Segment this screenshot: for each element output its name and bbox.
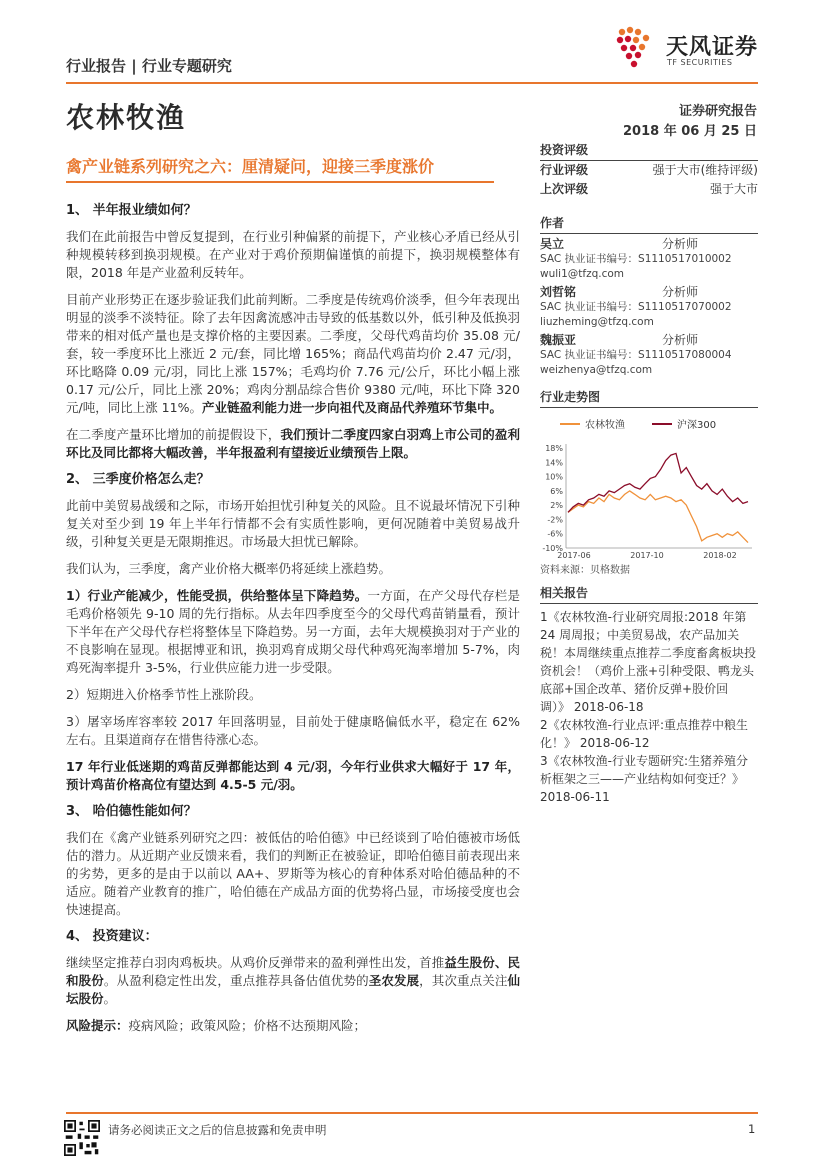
authors-block: [540, 214, 758, 378]
section-1-paragraph-1: 我们在此前报告中曾反复提到，在行业引种偏紧的前提下，产业核心矛盾已经从引种规模转移到换羽规模。在产业对于鸡价预期偏谨慎的前提下，换羽规模整体有限，2018 年是产业盈利反转年。: [66, 229, 520, 280]
risk-label: 风险提示：: [66, 1018, 129, 1033]
section-4-paragraph-1: [66, 954, 520, 1008]
prev-rating-row: [540, 180, 758, 199]
trend-chart: [540, 408, 758, 558]
related-report-2[interactable]: 2《农林牧渔-行业点评:重点推荐中粮生化！》 2018-06-12: [540, 718, 749, 750]
y-tick-label: 6%: [550, 486, 563, 496]
sector-title: 农林牧渔: [66, 101, 187, 134]
page-number: 1: [748, 1122, 756, 1136]
y-tick-label: 14%: [545, 458, 563, 468]
related-report-1[interactable]: 1《农林牧渔-行业研究周报:2018 年第 24 周周报；中美贸易战，农产品加关税！本周继续重点推荐二季度畜禽板块投资机会！（鸡价上涨+引种受限、鸭龙头底部+国企改革、猪价反弹+股价回调）》 2018-06-18: [540, 610, 757, 714]
analyst-name: 吴立: [540, 237, 565, 251]
chart-source: 资料来源：贝格数据: [540, 565, 630, 576]
section-2-paragraph-3-bold: 1）行业产能减少，性能受损，供给整体呈下降趋势。: [66, 588, 368, 603]
analyst-sac: SAC 执业证书编号：S1110517080004: [540, 349, 732, 361]
main-content: [66, 200, 520, 1044]
report-date: 2018 年 06 月 25 日: [623, 124, 757, 139]
rec-text-c: 。从盈利稳定性出发，重点推荐具备估值优势的: [103, 973, 369, 988]
related-report-3[interactable]: 3《农林牧渔-行业专题研究:生猪养殖分析框架之三——产业结构如何变迁？》 2018-06-11: [540, 754, 749, 804]
logo-english-name: TF SECURITIES: [667, 58, 733, 67]
x-tick-label: 2017-06: [557, 551, 591, 558]
y-tick-label: -6%: [547, 529, 563, 539]
rec-stock-1: 益生股份、民和股份: [66, 955, 520, 988]
y-tick-label: -10%: [542, 544, 563, 553]
y-tick-label: -2%: [547, 515, 563, 525]
related-reports-block: [540, 584, 758, 806]
industry-rating-label: 行业评级: [540, 163, 589, 177]
rec-stock-2: 圣农发展: [368, 973, 420, 988]
section-3-paragraph-1: 我们在《禽产业链系列研究之四：被低估的哈伯德》中已经谈到了哈伯德被市场低估的潜力。从近期产业反馈来看，我们的判断正在被验证，即哈伯德目前表现出来的劣势，更多的是由于以前以 AA+、罗斯等为核心的育种体系对哈伯德品种的不适应。随着产业教育的推广，哈伯德在产成品方面的优势将凸显，市场接受度也会快速提高。: [66, 830, 520, 917]
prev-rating-label: 上次评级: [540, 182, 589, 196]
section-2-paragraph-1: 此前中美贸易战缓和之际，市场开始担忧引种复关的风险。且不说最坏情况下引种复关对至少到 19 年上半年行情都不会有实质性影响，更何况随着中美贸易战升级，引种复关更是无限期推迟。市场最大担忧已解除。: [66, 498, 520, 549]
section-2-paragraph-4: 2）短期进入价格季节性上涨阶段。: [66, 687, 262, 702]
report-title: 禽产业链系列研究之六：厘清疑问，迎接三季度涨价: [66, 157, 435, 176]
x-tick-label: 2018-02: [703, 551, 737, 558]
risk-text: 疫病风险；政策风险；价格不达预期风险；: [128, 1018, 367, 1033]
section-2-paragraph-2: 我们认为，三季度，禽产业价格大概率仍将延续上涨趋势。: [66, 561, 392, 576]
section-2-paragraph-5: 3）屠宰场库容率较 2017 年回落明显，目前处于健康略偏低水平，稳定在 62%左右。且渠道商存在惜售待涨心态。: [66, 714, 520, 747]
y-tick-label: 2%: [550, 501, 563, 511]
section-1-paragraph-2-bold: 产业链盈利能力进一步向祖代及商品代养殖环节集中。: [201, 400, 502, 415]
related-list: [540, 608, 758, 806]
y-tick-label: 18%: [545, 444, 563, 453]
analyst-3: [540, 333, 758, 378]
analyst-2: [540, 285, 758, 330]
legend-label-0: 农林牧渔: [585, 420, 625, 431]
industry-rating-row: [540, 161, 758, 180]
footer-divider: [66, 1112, 758, 1114]
section-1-paragraph-2-text: 目前产业形势正在逐步验证我们此前判断。二季度是传统鸡价淡季，但今年表现出明显的淡季不淡特征。除了去年因禽流感冲击导致的低基数以外，低引种及低换羽带来的相对低产量也是支撑价格的主要因素。二季度，父母代鸡苗均价 35.08 元/套，较一季度环比上涨近 2 元/套，同比增 165%；商品代鸡苗均价 2.47 元/羽，环比略降 0.09 元/羽，同比上涨 157%；毛鸡均价 7.76 元/公斤，环比小幅上涨 0.17 元/公斤，同比上涨 20%；鸡肉分割品综合售价 9380 元/吨，环比下降 320 元/吨，同比上涨 11%。: [66, 292, 520, 415]
authors-heading: 作者: [540, 214, 758, 234]
series-line-1: [568, 453, 748, 512]
disclaimer-notice: 请务必阅读正文之后的信息披露和免责申明: [108, 1123, 327, 1137]
legend-label-1: 沪深300: [677, 420, 717, 431]
rating-heading: 投资评级: [540, 141, 758, 161]
section-1-paragraph-3: [66, 426, 520, 462]
rec-text-g: 。: [103, 991, 117, 1006]
x-tick-label: 2017-10: [630, 551, 664, 558]
rating-block: [540, 141, 758, 199]
analyst-sac: SAC 执业证书编号：S1110517070002: [540, 301, 732, 313]
analyst-email[interactable]: liuzheming@tfzq.com: [540, 316, 654, 328]
analyst-role: 分析师: [661, 333, 698, 347]
prev-rating-value: 强于大市: [709, 182, 758, 196]
section-1-paragraph-3-bold: 我们预计二季度四家白羽鸡上市公司的盈利环比及同比都将大幅改善，半年报盈利有望接近业绩预告上限。: [66, 427, 520, 460]
rec-stock-3: 仙坛股份: [66, 973, 520, 1006]
section-3-heading: 3、 哈伯德性能如何？: [66, 804, 197, 819]
rec-text-a: 继续坚定推荐白羽肉鸡板块。从鸡价反弹带来的盈利弹性出发，首推: [66, 955, 445, 970]
series-line-0: [568, 491, 748, 543]
analyst-role: 分析师: [661, 285, 698, 299]
analyst-role: 分析师: [661, 237, 698, 251]
section-2-paragraph-6: 17 年行业低迷期的鸡苗反弹都能达到 4 元/羽，今年行业供求大幅好于 17 年，预计鸡苗价格高位有望达到 4.5-5 元/羽。: [66, 759, 520, 792]
analyst-1: [540, 237, 758, 282]
section-2-paragraph-3: [66, 587, 520, 677]
section-2-paragraph-3-text: 一方面，在产父母代存栏是毛鸡价格领先 9-10 周的先行指标。从去年四季度至今的父母代鸡苗销量看，预计下半年在产父母代存栏将整体呈下降趋势。另一方面，去年大规模换羽对于产业的不良影响在显现。根据博亚和讯，换羽鸡育成期父母代种鸡死淘率增加 5-7%，肉鸡死淘率提升 3-5%，行业供应能力进一步受限。: [66, 588, 520, 675]
qr-code-icon: [64, 1120, 100, 1156]
related-heading: 相关报告: [540, 584, 758, 604]
analyst-email[interactable]: wuli1@tfzq.com: [540, 268, 625, 280]
section-1-paragraph-3-lead: 在二季度产量环比增加的前提假设下，: [66, 427, 281, 442]
section-2-heading: 2、 三季度价格怎么走？: [66, 472, 210, 487]
logo-chinese-name: 天风证券: [666, 35, 759, 60]
trend-chart-block: [540, 388, 758, 576]
title-underline: [66, 181, 494, 183]
section-1-paragraph-2: [66, 291, 520, 417]
analyst-name: 刘哲铭: [540, 285, 577, 299]
header-divider: [66, 82, 758, 84]
report-type-label: 行业报告 | 行业专题研究: [66, 57, 232, 75]
rec-text-e: ，其次重点关注: [419, 973, 508, 988]
risk-paragraph: [66, 1017, 520, 1035]
industry-rating-value: 强于大市(维持评级): [652, 163, 758, 177]
analyst-name: 魏振亚: [540, 333, 577, 347]
section-4-heading: 4、 投资建议：: [66, 929, 158, 944]
analyst-email[interactable]: weizhenya@tfzq.com: [540, 364, 653, 376]
trend-heading: 行业走势图: [540, 388, 758, 408]
y-tick-label: 10%: [545, 472, 563, 482]
section-1-heading: 1、 半年报业绩如何？: [66, 203, 197, 218]
analyst-sac: SAC 执业证书编号：S1110517010002: [540, 253, 732, 265]
report-kind: 证券研究报告: [678, 104, 757, 119]
